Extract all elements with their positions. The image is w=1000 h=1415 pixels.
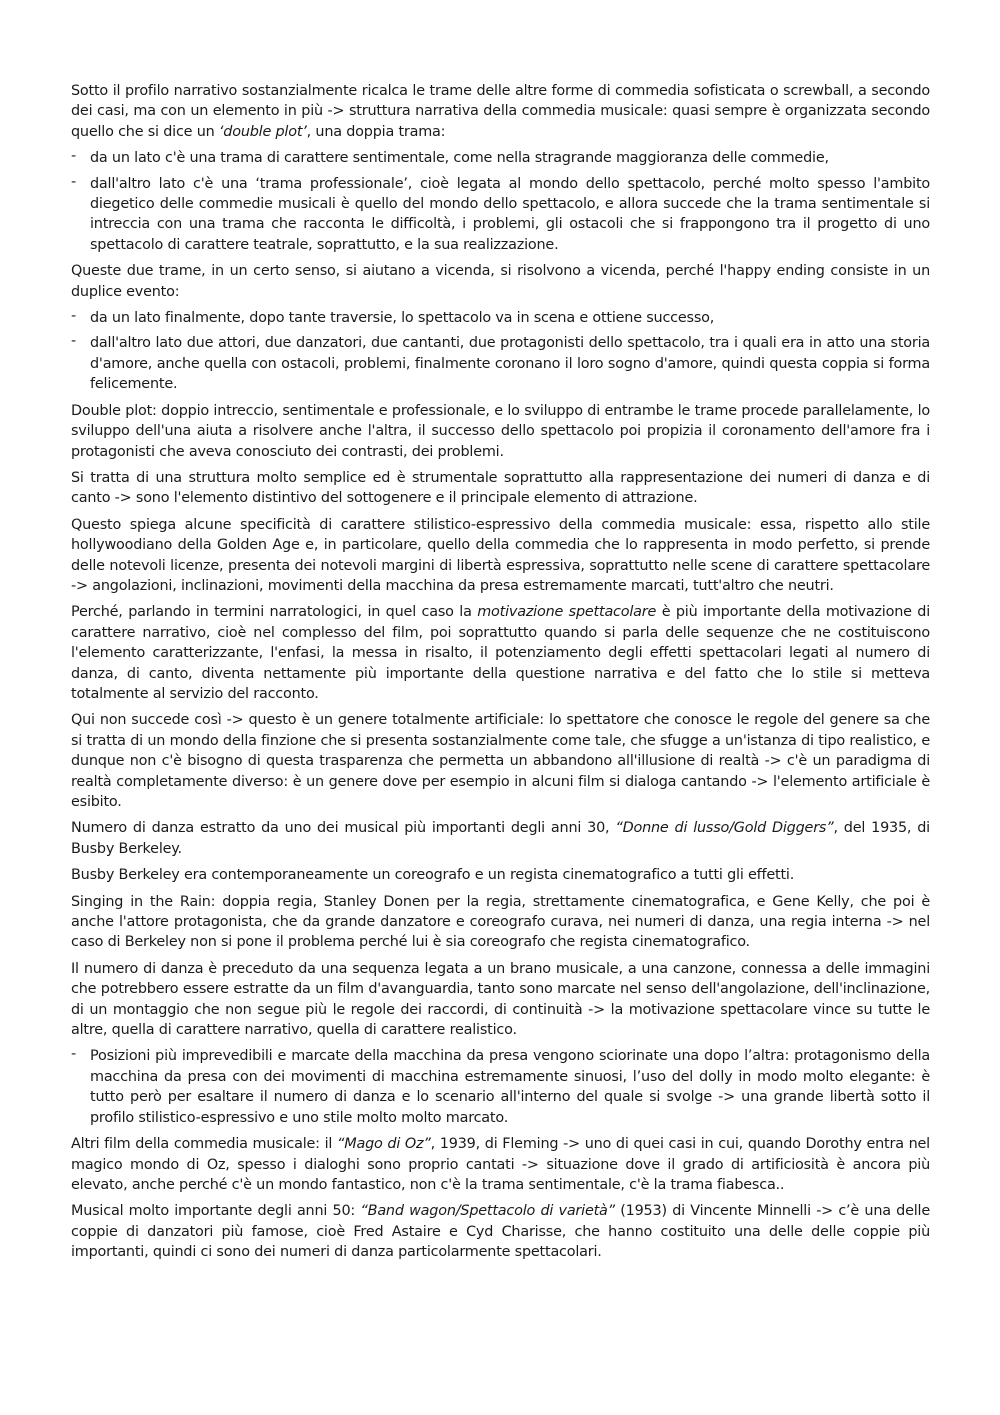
paragraph-spectacular-motivation	[71, 602, 930, 704]
text-span: Musical molto importante degli anni 50:	[71, 1203, 361, 1220]
paragraph-intro	[71, 81, 930, 142]
list-item: - Posizioni più imprevedibili e marcate della macchina da presa vengono sciorinate una dopo l’altra: protagonismo della macchina da presa con dei movimenti di macchina estremamente sinuosi, l’uso del dolly in modo molto elegante: è tutto però per esaltare il numero di danza e lo scenario all'interno del quale si svolge -> una grande libertà sotto il profilo stilistico-espressivo e uno stile molto molto marcato.	[71, 1046, 930, 1128]
emphasis-double-plot: ‘double plot’	[218, 123, 307, 140]
text-span: (1953) di Vincente Minnelli -> c’è una delle coppie di danzatori più famose, cioè Fred Astaire e Cyd Charisse, che hanno costituito una delle delle coppie più importanti, quindi ci sono dei numeri di danza particolarmente spettacolari.	[71, 1203, 931, 1261]
text-span: Sotto il profilo narrativo sostanzialmente ricalca le trame delle altre forme di commedia sofisticata o screwball, a secondo dei casi, ma con un elemento in più -> struttura narrativa della commedia musicale: quasi sempre è organizzata secondo quello che si dice un	[71, 83, 930, 140]
emphasis-film-title: “Band wagon/Spettacolo di varietà”	[360, 1203, 615, 1220]
list-item: - dall'altro lato due attori, due danzatori, due cantanti, due protagonisti dello spettacolo, tra i quali era in atto una storia d'amore, anche quella con ostacoli, problemi, finalmente coronano il loro sogno d'amore, quindi questa coppia si forma felicemente.	[71, 333, 930, 394]
paragraph-busby-berkeley: Busby Berkeley era contemporaneamente un coreografo e un regista cinematografico a tutti gli effetti.	[71, 867, 795, 884]
emphasis-motivazione: motivazione spettacolare	[477, 604, 657, 621]
paragraph-stylistic-specificity: Questo spiega alcune specificità di carattere stilistico-espressivo della commedia musicale: essa, rispetto allo stile hollywoodiano della Golden Age e, in particolare, quello della commedia che lo rappresenta in modo perfetto, si prende delle notevoli licenze, presenta dei notevoli margini di libertà espressiva, soprattutto nelle scene di carattere spettacolare -> angolazioni, inclinazioni, movimenti della macchina da presa estremamente marcati, tutt'altro che neutri.	[71, 516, 930, 594]
list-happy-ending	[71, 308, 930, 395]
paragraph-gold-diggers	[71, 818, 930, 859]
paragraph-artificial-genre: Qui non succede così -> questo è un genere totalmente artificiale: lo spettatore che conosce le regole del genere sa che si tratta di un mondo della finzione che si presenta sostanzialmente come tale, che sfugge a un'istanza di tipo realistico, e dunque non c'è bisogno di questa trasparenza che permetta un abbandono all'illusione di realtà -> c'è un paradigma di realtà completamente diverso: è un genere dove per esempio in alcuni film si dialoga cantando -> l'elemento artificiale è esibito.	[71, 712, 930, 810]
list-item: - da un lato finalmente, dopo tante traversie, lo spettacolo va in scena e ottiene successo,	[71, 308, 930, 328]
text-span: è più importante della motivazione di carattere narrativo, cioè nel complesso del film, poi soprattutto quando si parla delle sequenze che ne costituiscono l'elemento caratterizzante, l'enfasi, la messa in risalto, il potenziamento degli effetti spettacolari legati al numero di danza, di canto, diventa nettamente più importante della questione narrativa e del fatto che lo stile si metteva totalmente al servizio del racconto.	[71, 604, 931, 702]
text-span: Perché, parlando in termini narratologici, in quel caso la	[71, 604, 478, 621]
list-camera-positions	[71, 1046, 930, 1128]
paragraph-singing-in-the-rain: Singing in the Rain: doppia regia, Stanley Donen per la regia, strettamente cinematografica, e Gene Kelly, che poi è anche l'attore protagonista, che da grande danzatore e coreografo curava, nei numeri di danza, una regia interna -> nel caso di Berkeley non si pone il problema perché lui è sia coreografo che regista cinematografico.	[71, 893, 930, 951]
emphasis-film-title: “Mago di Oz”	[336, 1136, 431, 1153]
text-span: , una doppia trama:	[306, 123, 446, 140]
list-item: - da un lato c'è una trama di carattere sentimentale, come nella stragrande maggioranza delle commedie,	[71, 148, 930, 168]
list-double-plot	[71, 148, 930, 255]
emphasis-film-title: “Donne di lusso/Gold Diggers”	[615, 820, 834, 837]
paragraph-double-plot-definition: Double plot: doppio intreccio, sentimentale e professionale, e lo sviluppo di entrambe le trame procede parallelamente, lo sviluppo dell'una aiuta a risolvere anche l'altra, il successo dello spettacolo poi propizia il coronamento dell'amore fra i protagonisti che aveva conosciuto dei contrasti, dei problemi.	[71, 402, 930, 460]
paragraph-simple-structure: Si tratta di una struttura molto semplice ed è strumentale soprattutto alla rappresentazione dei numeri di danza e di canto -> sono l'elemento distintivo del sottogenere e il principale elemento di attrazione.	[71, 469, 930, 507]
paragraph-wizard-of-oz	[71, 1134, 930, 1195]
paragraph-happy-ending: Queste due trame, in un certo senso, si aiutano a vicenda, si risolvono a vicenda, perché l'happy ending consiste in un duplice evento:	[71, 263, 930, 300]
text-span: Altri film della commedia musicale: il	[71, 1136, 337, 1153]
list-item: - dall'altro lato c'è una ‘trama professionale’, cioè legata al mondo dello spettacolo, perché molto spesso l'ambito diegetico delle commedie musicali è quello del mondo dello spettacolo, e allora succede che la trama sentimentale si intreccia con una trama che racconta le difficoltà, i problemi, gli ostacoli che si frappongono tra il progetto di uno spettacolo di carattere teatrale, soprattutto, e la sua realizzazione.	[71, 174, 930, 256]
paragraph-band-wagon	[71, 1201, 930, 1262]
paragraph-dance-number: Il numero di danza è preceduto da una sequenza legata a un brano musicale, a una canzone, connessa a delle immagini che potrebbero essere estratte da un film d'avanguardia, tanto sono marcate nel senso dell'angolazione, dell'inclinazione, di un montaggio che non segue più le regole dei raccordi, di continuità -> la motivazione spettacolare vince su tutte le altre, quella di carattere narrativo, quella di carattere realistico.	[71, 960, 930, 1039]
text-span: , del 1935, di Busby Berkeley.	[71, 820, 930, 857]
text-span: Numero di danza estratto da uno dei musical più importanti degli anni 30,	[71, 820, 616, 837]
text-span: , 1939, di Fleming -> uno di quei casi in cui, quando Dorothy entra nel magico mondo di Oz, spesso i dialoghi sono proprio cantati -> situazione dove il grado di artificiosità è ancora più elevato, anche perché c'è un mondo fantastico, non c'è la trama sentimentale, c'è la trama fiabesca..	[71, 1136, 930, 1193]
